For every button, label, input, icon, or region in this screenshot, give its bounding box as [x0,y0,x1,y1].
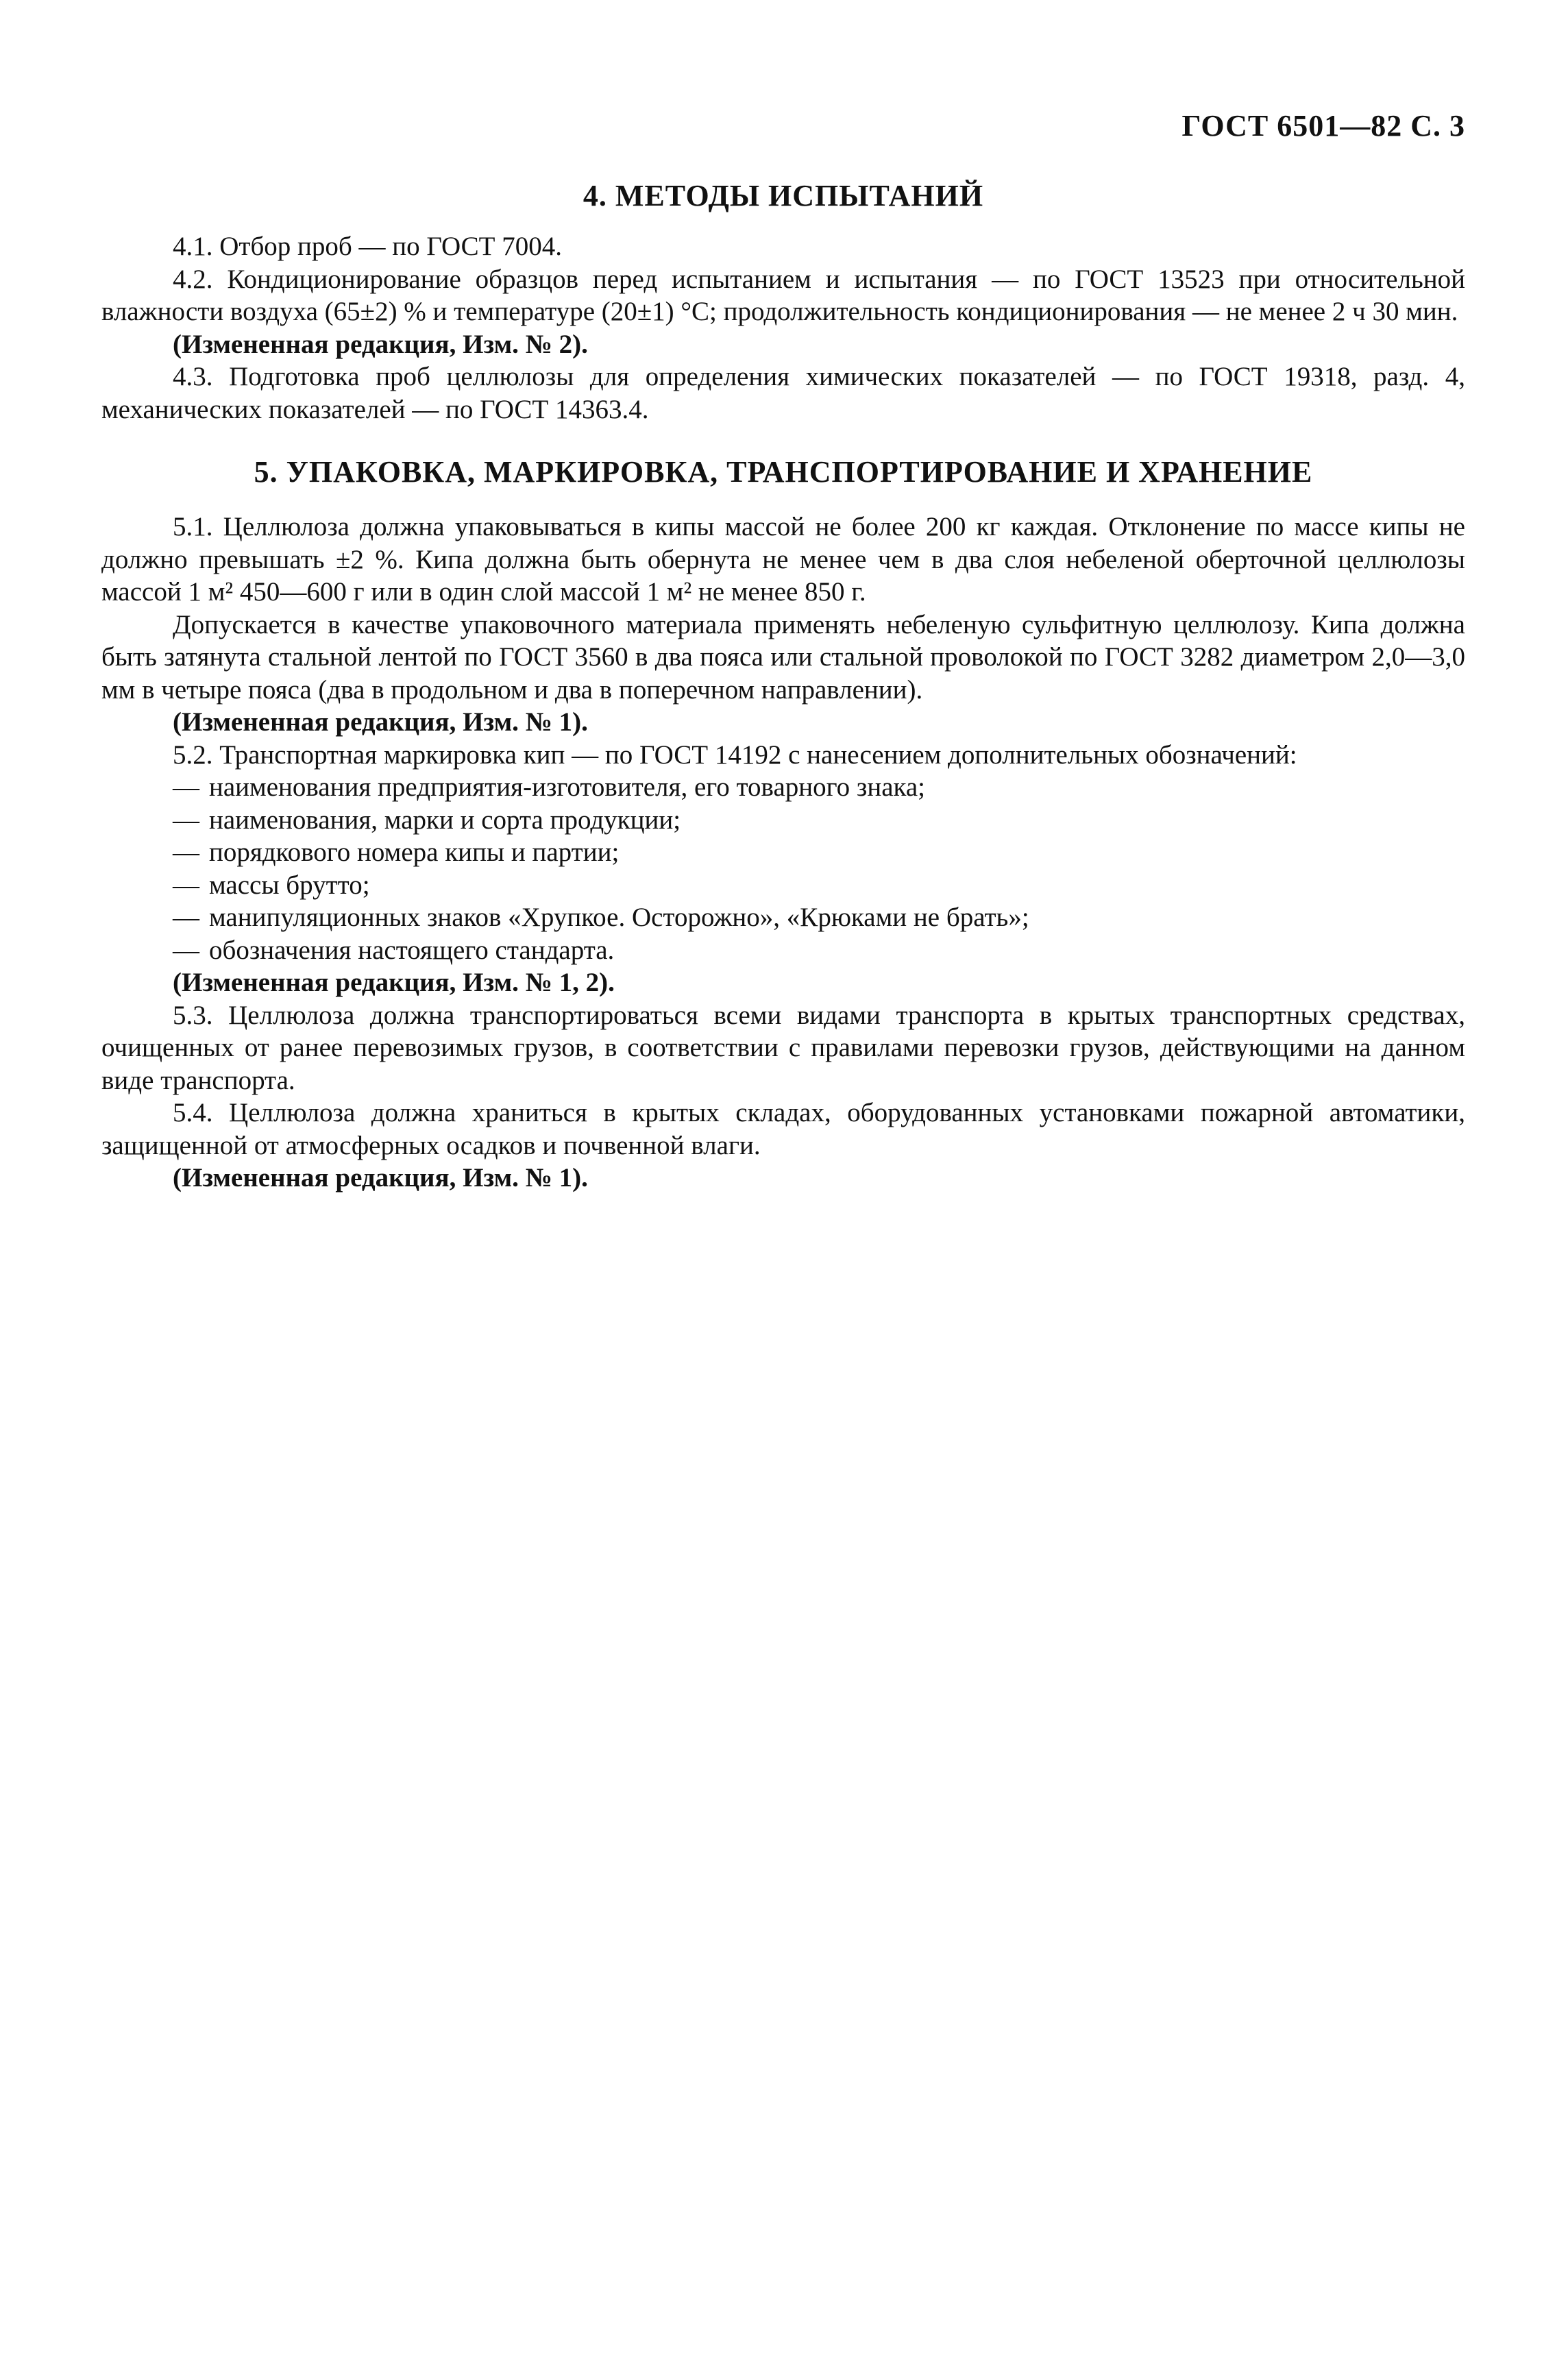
clause-4-2: 4.2. Кондиционирование образцов перед испытанием и испытания — по ГОСТ 13523 при относительной влажности воздуха (65±2) % и температуре (20±1) °С; продолжительность кондиционирования — не менее 2 ч 30 мин. [101,264,1465,326]
section-5-title: 5. УПАКОВКА, МАРКИРОВКА, ТРАНСПОРТИРОВАНИЕ И ХРАНЕНИЕ [254,455,1313,489]
clause-5-1-continuation: Допускается в качестве упаковочного материала применять небеленую сульфитную целлюлозу. Кипа должна быть затянута стальной лентой по ГОСТ 3560 в два пояса или стальной проволокой по ГОСТ 3282 диаметром 2,0—3,0 мм в четыре пояса (два в продольном и два в поперечном направлении). [101,609,1465,705]
dash-marker: — [173,935,199,965]
dash-marker: — [173,837,199,867]
clause-5-4: 5.4. Целлюлоза должна храниться в крытых складах, оборудованных установками пожарной автоматики, защищенной от атмосферных осадков и почвенной влаги. [101,1098,1465,1160]
amendment-note-5-2: (Измененная редакция, Изм. № 1, 2). [173,968,615,997]
marking-item [101,771,1465,804]
clause-5-3: 5.3. Целлюлоза должна транспортироваться всеми видами транспорта в крытых транспортных средствах, очищенных от ранее перевозимых грузов, в соответствии с правилами перевозки грузов, действующими на данном виде транспорта. [101,1000,1465,1095]
marking-item [101,901,1465,934]
clause-5-1: 5.1. Целлюлоза должна упаковываться в кипы массой не более 200 кг каждая. Отклонение по массе кипы не должно превышать ±2 %. Кипа должна быть обернута не менее чем в два слоя небеленой оберточной целлюлозы массой 1 м² 450—600 г или в один слой массой 1 м² не менее 850 г. [101,512,1465,607]
marking-item [101,869,1465,902]
marking-item-text: наименования, марки и сорта продукции; [209,805,681,835]
marking-item [101,836,1465,869]
page-content [101,177,1465,1195]
running-header: ГОСТ 6501—82 С. 3 [1181,109,1465,143]
section-4-title: 4. МЕТОДЫ ИСПЫТАНИЙ [583,179,984,212]
marking-item-text: массы брутто; [209,870,370,900]
amendment-note-5-4: (Измененная редакция, Изм. № 1). [173,1163,588,1193]
marking-item-text: наименования предприятия-изготовителя, его товарного знака; [209,772,926,802]
marking-item [101,934,1465,967]
marking-item-text: манипуляционных знаков «Хрупкое. Осторожно», «Крюками не брать»; [209,903,1029,932]
amendment-note-4-2: (Измененная редакция, Изм. № 2). [173,329,588,359]
dash-marker: — [173,772,199,802]
dash-marker: — [173,870,199,900]
clause-5-2: 5.2. Транспортная маркировка кип — по ГОСТ 14192 с нанесением дополнительных обозначений: [173,739,1297,770]
marking-item [101,804,1465,837]
dash-marker: — [173,805,199,835]
marking-list [101,771,1465,966]
clause-4-1: 4.1. Отбор проб — по ГОСТ 7004. [173,232,562,261]
clause-4-3: 4.3. Подготовка проб целлюлозы для определения химических показателей — по ГОСТ 19318, разд. 4, механических показателей — по ГОСТ 14363.4. [101,362,1465,424]
dash-marker: — [173,903,199,932]
marking-item-text: порядкового номера кипы и партии; [209,837,620,867]
amendment-note-5-1: (Измененная редакция, Изм. № 1). [173,707,588,737]
marking-item-text: обозначения настоящего стандарта. [209,935,615,965]
